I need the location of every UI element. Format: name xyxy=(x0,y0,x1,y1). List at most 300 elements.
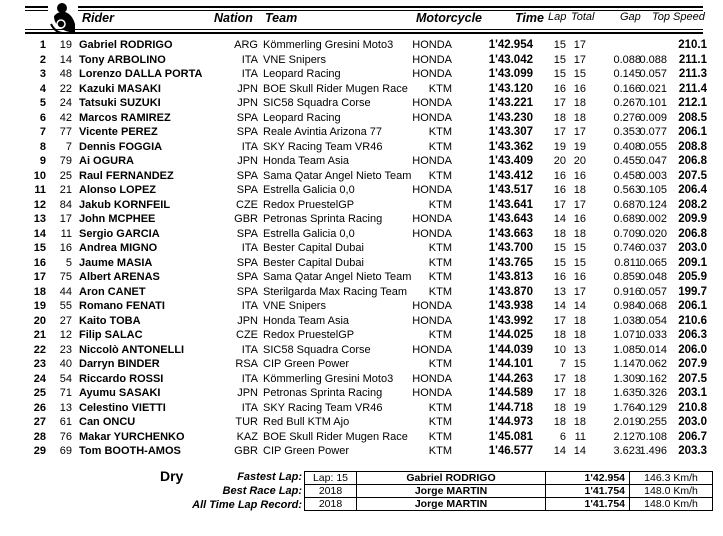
nation: CZE xyxy=(236,198,258,211)
lap-time: 1'43.992 xyxy=(488,314,533,327)
motorcycle: HONDA xyxy=(412,39,452,51)
top-speed: 208.5 xyxy=(678,111,707,124)
motorcycle: KTM xyxy=(428,430,452,443)
motorcycle: KTM xyxy=(428,358,452,370)
table-row xyxy=(0,154,723,169)
top-speed: 206.8 xyxy=(678,227,707,240)
gap-to-previous: 0.101 xyxy=(639,97,667,109)
motorcycle: KTM xyxy=(428,126,452,138)
record-row xyxy=(305,485,713,498)
rider-name: Gabriel RODRIGO xyxy=(79,39,173,51)
fastest-lap-label: Fastest Lap: xyxy=(237,471,302,483)
motorcycle-rider-icon xyxy=(48,2,78,34)
motorcycle: HONDA xyxy=(412,111,452,124)
col-rider: Rider xyxy=(82,11,114,25)
position: 10 xyxy=(33,169,46,182)
team-name: Kömmerling Gresini Moto3 xyxy=(263,372,394,385)
best-lap: 19 xyxy=(553,140,566,153)
best-lap: 16 xyxy=(553,271,566,283)
best-lap: 17 xyxy=(553,387,566,399)
top-speed: 211.1 xyxy=(678,53,707,66)
motorcycle: HONDA xyxy=(412,53,452,66)
position: 19 xyxy=(33,300,46,312)
top-speed: 199.7 xyxy=(678,285,707,298)
col-top-speed: Top Speed xyxy=(652,11,705,23)
table-row xyxy=(0,169,723,184)
top-speed: 209.9 xyxy=(678,213,707,225)
gap-to-previous: 0.033 xyxy=(639,329,667,341)
rider-name: Niccolò ANTONELLI xyxy=(79,343,185,356)
table-row xyxy=(0,386,723,401)
gap-to-previous: 0.037 xyxy=(639,242,667,254)
team-name: VNE Snipers xyxy=(263,53,326,66)
nation: ITA xyxy=(241,140,258,153)
table-row xyxy=(0,183,723,198)
team-name: Redox PruestelGP xyxy=(263,329,355,341)
team-name: Kömmerling Gresini Moto3 xyxy=(263,39,394,51)
nation: ITA xyxy=(241,68,258,80)
lap-time: 1'44.973 xyxy=(488,416,533,428)
nation: JPN xyxy=(237,155,258,167)
best-lap: 13 xyxy=(553,285,566,298)
position: 29 xyxy=(33,445,46,457)
rider-number: 76 xyxy=(59,430,72,443)
nation: RSA xyxy=(235,358,258,370)
nation: JPN xyxy=(237,97,258,109)
lap-time: 1'43.099 xyxy=(488,68,533,80)
nation: SPA xyxy=(236,271,258,283)
motorcycle: KTM xyxy=(428,445,452,457)
record-speed: 146.3 Km/h xyxy=(630,472,713,485)
total-laps: 14 xyxy=(573,445,586,457)
total-laps: 18 xyxy=(573,416,586,428)
nation: SPA xyxy=(236,285,258,298)
gap-to-previous: 0.009 xyxy=(639,111,667,124)
gap-to-previous: 0.055 xyxy=(639,140,667,153)
position: 26 xyxy=(33,401,46,414)
total-laps: 15 xyxy=(573,68,586,80)
col-total: Total xyxy=(571,11,595,23)
gap-to-first: 1.071 xyxy=(613,329,641,341)
table-row xyxy=(0,256,723,271)
team-name: Estrella Galicia 0,0 xyxy=(263,184,355,196)
gap-to-previous: 0.068 xyxy=(639,300,667,312)
best-lap: 15 xyxy=(553,68,566,80)
rider-number: 75 xyxy=(59,271,72,283)
position: 17 xyxy=(33,271,46,283)
record-row xyxy=(305,472,713,485)
nation: ITA xyxy=(241,242,258,254)
team-name: SKY Racing Team VR46 xyxy=(263,140,383,153)
gap-to-first: 0.408 xyxy=(613,140,641,153)
gap-to-first: 1.147 xyxy=(613,358,641,370)
rider-name: Tatsuki SUZUKI xyxy=(79,97,161,109)
rider-number: 84 xyxy=(59,198,72,211)
nation: KAZ xyxy=(236,430,258,443)
team-name: Bester Capital Dubai xyxy=(263,242,364,254)
header-rule xyxy=(25,6,48,8)
results-table xyxy=(0,38,723,459)
rider-name: Vicente PEREZ xyxy=(79,126,158,138)
total-laps: 16 xyxy=(573,82,586,95)
gap-to-first: 0.455 xyxy=(613,155,641,167)
lap-time: 1'43.120 xyxy=(488,82,533,95)
lap-time: 1'43.700 xyxy=(488,242,533,254)
record-rider: Jorge MARTIN xyxy=(357,485,546,498)
table-row xyxy=(0,67,723,82)
rider-name: Riccardo ROSSI xyxy=(79,372,164,385)
record-year: 2018 xyxy=(305,498,357,511)
table-row xyxy=(0,241,723,256)
motorcycle: HONDA xyxy=(412,97,452,109)
nation: SPA xyxy=(236,256,258,269)
rider-name: Makar YURCHENKO xyxy=(79,430,185,443)
total-laps: 19 xyxy=(573,401,586,414)
lap-time: 1'43.409 xyxy=(488,155,533,167)
rider-number: 25 xyxy=(59,169,72,182)
position: 14 xyxy=(33,227,46,240)
table-row xyxy=(0,357,723,372)
lap-time: 1'44.101 xyxy=(488,358,533,370)
team-name: BOE Skull Rider Mugen Race xyxy=(263,82,408,95)
best-lap: 6 xyxy=(559,430,566,443)
rider-number: 21 xyxy=(59,184,72,196)
nation: ITA xyxy=(241,53,258,66)
table-row xyxy=(0,343,723,358)
gap-to-previous: 0.108 xyxy=(639,430,667,443)
team-name: Honda Team Asia xyxy=(263,314,350,327)
table-row xyxy=(0,444,723,459)
position: 8 xyxy=(39,140,46,153)
motorcycle: HONDA xyxy=(412,213,452,225)
total-laps: 18 xyxy=(573,329,586,341)
rider-number: 48 xyxy=(59,68,72,80)
rider-number: 69 xyxy=(59,445,72,457)
total-laps: 17 xyxy=(573,285,586,298)
best-lap: 20 xyxy=(553,155,566,167)
best-lap: 15 xyxy=(553,53,566,66)
rider-number: 11 xyxy=(60,227,72,240)
gap-to-previous: 0.326 xyxy=(639,387,667,399)
rider-number: 42 xyxy=(59,111,72,124)
table-row xyxy=(0,227,723,242)
team-name: CIP Green Power xyxy=(263,358,350,370)
top-speed: 207.5 xyxy=(678,372,707,385)
rider-name: Jakub KORNFEIL xyxy=(79,198,171,211)
table-row xyxy=(0,270,723,285)
total-laps: 18 xyxy=(573,184,586,196)
col-nation: Nation xyxy=(214,11,253,25)
gap-to-previous: 0.065 xyxy=(639,256,667,269)
lap-time: 1'43.663 xyxy=(488,227,533,240)
best-lap: 14 xyxy=(553,213,566,225)
rider-number: 19 xyxy=(59,39,72,51)
team-name: Leopard Racing xyxy=(263,111,341,124)
team-name: Bester Capital Dubai xyxy=(263,256,364,269)
gap-to-first: 0.709 xyxy=(613,227,641,240)
motorcycle: KTM xyxy=(428,416,452,428)
practice-condition-value: Dry xyxy=(160,468,184,484)
total-laps: 13 xyxy=(573,343,586,356)
motorcycle: HONDA xyxy=(412,68,452,80)
table-row xyxy=(0,125,723,140)
best-lap: 14 xyxy=(553,445,566,457)
record-time: 1'41.754 xyxy=(546,498,630,511)
table-row xyxy=(0,198,723,213)
team-name: BOE Skull Rider Mugen Race xyxy=(263,430,408,443)
rider-name: Marcos RAMIREZ xyxy=(79,111,171,124)
lap-time: 1'43.412 xyxy=(488,169,533,182)
motorcycle: KTM xyxy=(428,285,452,298)
position: 21 xyxy=(33,329,46,341)
team-name: Reale Avintia Arizona 77 xyxy=(263,126,383,138)
best-lap: 18 xyxy=(553,416,566,428)
rider-number: 55 xyxy=(59,300,72,312)
rider-number: 44 xyxy=(59,285,72,298)
total-laps: 17 xyxy=(573,198,586,211)
best-lap: 7 xyxy=(559,358,566,370)
col-lap: Lap xyxy=(548,11,567,23)
total-laps: 16 xyxy=(573,169,586,182)
total-laps: 15 xyxy=(573,358,586,370)
lap-time: 1'45.081 xyxy=(488,430,533,443)
table-row xyxy=(0,111,723,126)
record-row xyxy=(305,498,713,511)
gap-to-first: 0.088 xyxy=(613,53,641,66)
nation: ITA xyxy=(241,372,258,385)
table-row xyxy=(0,53,723,68)
rider-number: 12 xyxy=(59,329,72,341)
team-name: Petronas Sprinta Racing xyxy=(263,387,383,399)
best-lap: 18 xyxy=(553,329,566,341)
record-speed: 148.0 Km/h xyxy=(630,485,713,498)
top-speed: 203.0 xyxy=(678,416,707,428)
best-race-lap-label: Best Race Lap: xyxy=(222,485,302,497)
rider-number: 5 xyxy=(65,256,72,269)
position: 23 xyxy=(33,358,46,370)
motorcycle: KTM xyxy=(428,329,452,341)
total-laps: 19 xyxy=(573,140,586,153)
records-table xyxy=(304,471,713,511)
position: 24 xyxy=(33,372,46,385)
best-lap: 15 xyxy=(553,39,566,51)
rider-number: 71 xyxy=(59,387,72,399)
top-speed: 209.1 xyxy=(678,256,707,269)
gap-to-previous: 0.020 xyxy=(639,227,667,240)
gap-to-first: 0.859 xyxy=(613,271,641,283)
team-name: Redox PruestelGP xyxy=(263,198,355,211)
team-name: SKY Racing Team VR46 xyxy=(263,401,383,414)
nation: JPN xyxy=(237,314,258,327)
motorcycle: HONDA xyxy=(412,372,452,385)
rider-number: 14 xyxy=(59,53,72,66)
rider-number: 79 xyxy=(59,155,72,167)
team-name: Honda Team Asia xyxy=(263,155,350,167)
gap-to-first: 0.276 xyxy=(613,111,641,124)
top-speed: 203.0 xyxy=(678,242,707,254)
position: 3 xyxy=(39,68,46,80)
team-name: Sama Qatar Angel Nieto Team xyxy=(263,169,412,182)
nation: SPA xyxy=(236,169,258,182)
motorcycle: KTM xyxy=(428,140,452,153)
best-lap: 16 xyxy=(553,82,566,95)
table-row xyxy=(0,299,723,314)
position: 7 xyxy=(39,126,46,138)
gap-to-first: 0.145 xyxy=(613,68,641,80)
rider-name: Albert ARENAS xyxy=(79,271,160,283)
rider-name: Can ONCU xyxy=(79,416,136,428)
gap-to-previous: 0.021 xyxy=(639,82,667,95)
total-laps: 17 xyxy=(573,39,586,51)
nation: SPA xyxy=(236,126,258,138)
gap-to-first: 1.764 xyxy=(613,401,641,414)
nation: JPN xyxy=(237,387,258,399)
position: 11 xyxy=(34,184,46,196)
table-row xyxy=(0,82,723,97)
motorcycle: HONDA xyxy=(412,387,452,399)
table-row xyxy=(0,96,723,111)
top-speed: 203.3 xyxy=(678,445,707,457)
top-speed: 206.1 xyxy=(678,126,707,138)
total-laps: 18 xyxy=(573,97,586,109)
rider-name: Aron CANET xyxy=(79,285,146,298)
rider-number: 16 xyxy=(59,242,72,254)
best-lap: 18 xyxy=(553,401,566,414)
motorcycle: HONDA xyxy=(412,343,452,356)
gap-to-first: 0.916 xyxy=(613,285,641,298)
team-name: CIP Green Power xyxy=(263,445,350,457)
col-motorcycle: Motorcycle xyxy=(416,11,482,25)
position: 9 xyxy=(39,155,46,167)
header-rule xyxy=(78,10,703,11)
nation: ITA xyxy=(241,300,258,312)
total-laps: 16 xyxy=(573,271,586,283)
top-speed: 210.1 xyxy=(678,39,707,51)
record-lap: Lap: 15 xyxy=(305,472,357,485)
rider-name: Andrea MIGNO xyxy=(79,242,158,254)
rider-name: Sergio GARCIA xyxy=(79,227,160,240)
motorcycle: KTM xyxy=(428,82,452,95)
motorcycle: HONDA xyxy=(412,300,452,312)
motorcycle: HONDA xyxy=(412,314,452,327)
rider-name: Kazuki MASAKI xyxy=(79,82,161,95)
lap-time: 1'44.589 xyxy=(488,387,533,399)
table-row xyxy=(0,372,723,387)
position: 28 xyxy=(33,430,46,443)
table-row xyxy=(0,285,723,300)
team-name: Estrella Galicia 0,0 xyxy=(263,227,355,240)
table-row xyxy=(0,401,723,416)
lap-time: 1'43.641 xyxy=(488,198,533,211)
position: 16 xyxy=(33,256,46,269)
best-lap: 10 xyxy=(553,343,566,356)
nation: SPA xyxy=(236,111,258,124)
top-speed: 210.6 xyxy=(678,314,707,327)
total-laps: 15 xyxy=(573,256,586,269)
results-header xyxy=(0,0,723,36)
position: 13 xyxy=(33,213,46,225)
rider-number: 17 xyxy=(59,213,72,225)
total-laps: 18 xyxy=(573,111,586,124)
lap-time: 1'43.230 xyxy=(488,111,533,124)
team-name: SIC58 Squadra Corse xyxy=(263,343,371,356)
gap-to-first: 0.984 xyxy=(613,300,641,312)
rider-name: Celestino VIETTI xyxy=(79,401,166,414)
total-laps: 18 xyxy=(573,372,586,385)
best-lap: 14 xyxy=(553,300,566,312)
nation: JPN xyxy=(237,82,258,95)
top-speed: 207.5 xyxy=(678,169,707,182)
gap-to-first: 0.746 xyxy=(613,242,641,254)
record-speed: 148.0 Km/h xyxy=(630,498,713,511)
best-lap: 17 xyxy=(553,372,566,385)
total-laps: 20 xyxy=(573,155,586,167)
record-time: 1'42.954 xyxy=(546,472,630,485)
table-row xyxy=(0,212,723,227)
team-name: VNE Snipers xyxy=(263,300,326,312)
top-speed: 206.0 xyxy=(678,343,707,356)
gap-to-previous: 0.129 xyxy=(639,401,667,414)
position: 2 xyxy=(39,53,46,66)
nation: CZE xyxy=(236,329,258,341)
best-lap: 16 xyxy=(553,184,566,196)
position: 4 xyxy=(39,82,46,95)
lap-time: 1'42.954 xyxy=(488,39,533,51)
total-laps: 11 xyxy=(574,430,586,443)
gap-to-first: 1.309 xyxy=(613,372,641,385)
gap-to-previous: 0.057 xyxy=(639,285,667,298)
total-laps: 17 xyxy=(573,53,586,66)
rider-name: Ai OGURA xyxy=(79,155,134,167)
top-speed: 208.2 xyxy=(678,198,707,211)
top-speed: 211.3 xyxy=(678,68,707,80)
rider-number: 7 xyxy=(65,140,72,153)
motorcycle: HONDA xyxy=(412,155,452,167)
gap-to-first: 0.811 xyxy=(614,256,641,269)
top-speed: 208.8 xyxy=(678,140,707,153)
record-rider: Jorge MARTIN xyxy=(357,498,546,511)
total-laps: 18 xyxy=(573,387,586,399)
top-speed: 205.9 xyxy=(678,271,707,283)
lap-time: 1'44.718 xyxy=(488,401,533,414)
top-speed: 207.9 xyxy=(678,358,707,370)
gap-to-first: 1.038 xyxy=(613,314,641,327)
col-team: Team xyxy=(265,11,298,25)
top-speed: 206.4 xyxy=(678,184,707,196)
gap-to-first: 2.127 xyxy=(613,430,641,443)
lap-time: 1'43.643 xyxy=(488,213,533,225)
top-speed: 206.3 xyxy=(678,329,707,341)
table-row xyxy=(0,430,723,445)
gap-to-first: 0.166 xyxy=(613,82,641,95)
record-year: 2018 xyxy=(305,485,357,498)
motorcycle: KTM xyxy=(428,169,452,182)
total-laps: 16 xyxy=(573,213,586,225)
gap-to-previous: 0.124 xyxy=(639,198,667,211)
rider-number: 27 xyxy=(59,314,72,327)
rider-name: Filip SALAC xyxy=(79,329,143,341)
rider-name: Ayumu SASAKI xyxy=(79,387,161,399)
col-gap: Gap xyxy=(620,11,641,23)
rider-number: 23 xyxy=(59,343,72,356)
nation: ITA xyxy=(241,401,258,414)
total-laps: 18 xyxy=(573,314,586,327)
gap-to-previous: 0.003 xyxy=(639,169,667,182)
motorcycle: KTM xyxy=(428,198,452,211)
best-lap: 17 xyxy=(553,314,566,327)
top-speed: 212.1 xyxy=(678,97,707,109)
table-row xyxy=(0,140,723,155)
